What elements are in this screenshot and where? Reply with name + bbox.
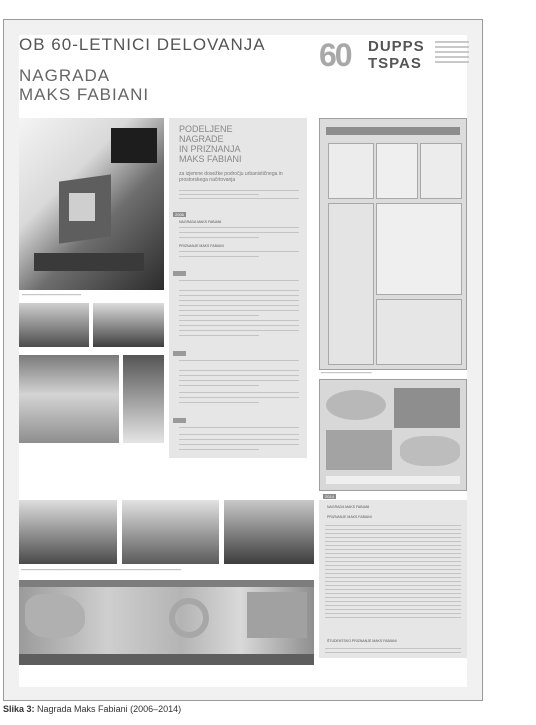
awards-heading-line1: PODELJENE: [179, 124, 233, 134]
scenario-map-panel: [319, 118, 467, 370]
figure-caption: [3, 704, 181, 714]
logo-line2: TSPAS: [368, 55, 422, 72]
poster-title: OB 60-LETNICI DELOVANJA: [19, 35, 266, 54]
awards-subheading: za izjemne dosežke področju urbanističnega in prostorskega načrtovanja: [179, 171, 283, 183]
awards-heading: [179, 124, 242, 164]
ceremony-photo-1: [19, 303, 89, 347]
figure-caption-label: Slika 3:: [3, 704, 35, 714]
awards-text-column: PODELJENE NAGRADE IN PRIZNANJA MAKS FABIANI za izjemne dosežke področju urbanističnega in prostorskega načrtovanja 2006 NAGRADA MAKS FABIANI PRIZNANJE MAKS FABIANI 0000 0000 0000: [169, 118, 307, 458]
photo-caption: ━━━━━━━━━━━━━━━━━━━━━━━━━━━━: [22, 293, 82, 297]
panel-caption: ━━━━━━━━━━━━━━━━━━━━━━━━: [321, 371, 372, 375]
student-label: ŠTUDENTSKO PRIZNANJE MAKS FABIANI: [327, 639, 397, 643]
nagrada-label-2: NAGRADA MAKS FABIANI: [327, 505, 370, 509]
urban-plan-panel: [319, 379, 467, 491]
priznanje-label-1: PRIZNANJE MAKS FABIANI: [179, 244, 224, 248]
poster-frame: [3, 19, 483, 701]
spatial-plan-strip: [19, 580, 314, 665]
award-sculpture-photo: [19, 118, 164, 290]
poster-subtitle-line2: MAKS FABIANI: [19, 85, 150, 104]
bottom-photo-captions: ━━━━━━━━━━━━━━━━━━━━━━━━━━━━━━━━━━━━━━━━━━━━━━━━━━━━━━━━━━━━━━━━━━━━━━━━━━━━: [21, 568, 182, 572]
logo-number: 60: [319, 37, 351, 73]
awards-heading-line4: MAKS FABIANI: [179, 154, 242, 164]
awards-2014-column: [319, 494, 467, 658]
dupps-logo: [319, 37, 467, 83]
ceremony-photo-3: [123, 355, 164, 443]
speaker-photo: [224, 500, 314, 564]
group-photo-1: [19, 500, 117, 564]
awards-heading-line2: NAGRADE: [179, 134, 224, 144]
year-label-2014: 2014: [325, 494, 334, 499]
nagrada-label-1: NAGRADA MAKS FABIANI: [179, 220, 222, 224]
ceremony-photo-2: [93, 303, 164, 347]
poster: [19, 35, 467, 687]
priznanje-label-2: PRIZNANJE MAKS FABIANI: [327, 515, 372, 519]
figure-caption-text: Nagrada Maks Fabiani (2006–2014): [34, 704, 182, 714]
poster-subtitle-line1: NAGRADA: [19, 66, 111, 85]
year-label-2006: 2006: [175, 212, 184, 217]
awards-heading-line3: IN PRIZNANJA: [179, 144, 241, 154]
group-photo-2: [122, 500, 219, 564]
logo-small-text: [435, 40, 469, 66]
exhibition-hall-photo: [19, 355, 119, 443]
logo-line1: DUPPS: [368, 38, 425, 55]
logo-text: [368, 38, 425, 72]
poster-subtitle: [19, 66, 149, 104]
